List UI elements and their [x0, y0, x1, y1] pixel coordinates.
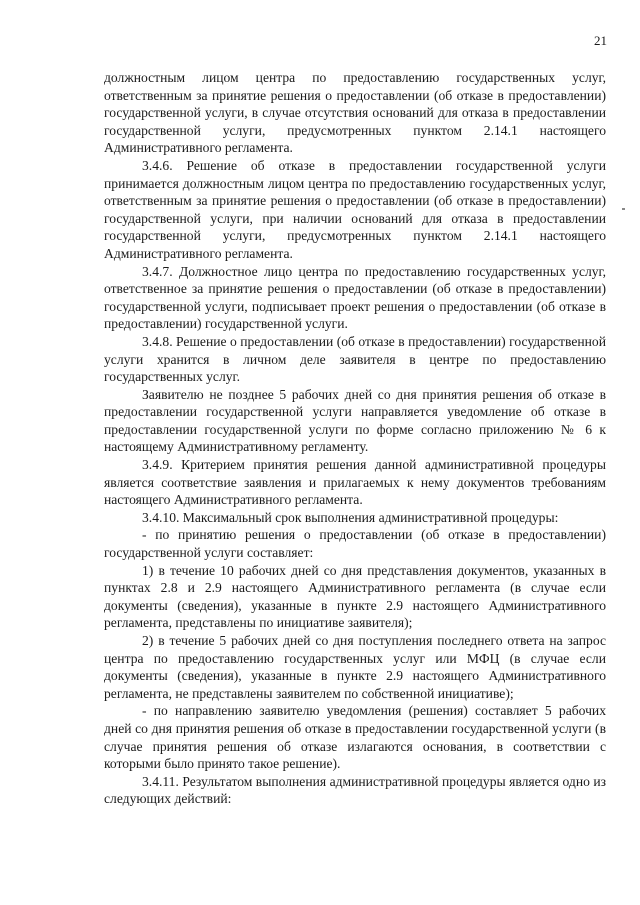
paragraph-3-4-8: 3.4.8. Решение о предоставлении (об отказе в предоставлении) государственной услуги хранится в личном деле заявителя в центре по предоставлению государственных услуг.	[104, 333, 606, 385]
list-item-1: 1) в течение 10 рабочих дней со дня представления документов, указанных в пунктах 2.8 и 2.9 настоящего Административного регламента (в случае если документы (сведения), указанные в пункте 2.9 настоящего Административного регламента, представлены по инициативе заявителя);	[104, 562, 606, 631]
paragraph-3-4-10: 3.4.10. Максимальный срок выполнения административной процедуры:	[142, 509, 559, 525]
margin-mark	[622, 208, 625, 210]
paragraph-3-4-9: 3.4.9. Критерием принятия решения данной административной процедуры является соответствие заявления и прилагаемых к нему документов требованиям настоящего Административного регламента.	[104, 457, 606, 508]
paragraph-notification: Заявителю не позднее 5 рабочих дней со дня принятия решения об отказе в предоставлении государственной услуги направляется уведомление об отказе в предоставлении государственной услуги по форме согласно приложению № 6 к настоящему Административному регламенту.	[104, 386, 606, 455]
paragraph-3-4-11: 3.4.11. Результатом выполнения административной процедуры является одно из следующих действий:	[104, 773, 606, 807]
list-item-2: 2) в течение 5 рабочих дней со дня поступления последнего ответа на запрос центра по предоставлению государственных услуг или МФЦ (в случае если документы (сведения), указанные в пункте 2.9 настоящего Административного регламента, не представлены заявителем по собственной инициативе);	[104, 633, 606, 701]
paragraph-3-4-7: 3.4.7. Должностное лицо центра по предоставлению государственных услуг, ответственное за принятие решения о предоставлении (об отказе в предоставлении) государственной услуги, подписывает проект решения о предоставлении (об отказе в предоставлении) государственной услуги.	[104, 263, 606, 332]
paragraph-continuation: должностным лицом центра по предоставлению государственных услуг, ответственным за принятие решения о предоставлении (об отказе в предоставлении) государственной услуги, в случае отсутствия оснований для отказа в предоставлении государственной услуги, предусмотренных пунктом 2.14.1 настоящего Административного регламента.	[104, 70, 606, 156]
list-item-decision-term: - по принятию решения о предоставлении (об отказе в предоставлении) государственной услуги составляет:	[104, 527, 606, 561]
page-number: 21	[594, 33, 607, 48]
document-body	[104, 69, 606, 808]
list-item-notification-term: - по направлению заявителю уведомления (решения) составляет 5 рабочих дней со дня принятия решения об отказе в предоставлении государственной услуги (в случае принятия решения об отказе излагаются основания, в соответствии с которыми было принято такое решение).	[104, 703, 606, 772]
paragraph-3-4-6: 3.4.6. Решение об отказе в предоставлении государственной услуги принимается должностным лицом центра по предоставлению государственных услуг, ответственным за принятие решения о предоставлении (об отказе в предоставлении) государственной услуги, при наличии оснований для отказа в предоставлении государственной услуги, предусмотренных пунктом 2.14.1 настоящего Административного регламента.	[104, 157, 606, 261]
